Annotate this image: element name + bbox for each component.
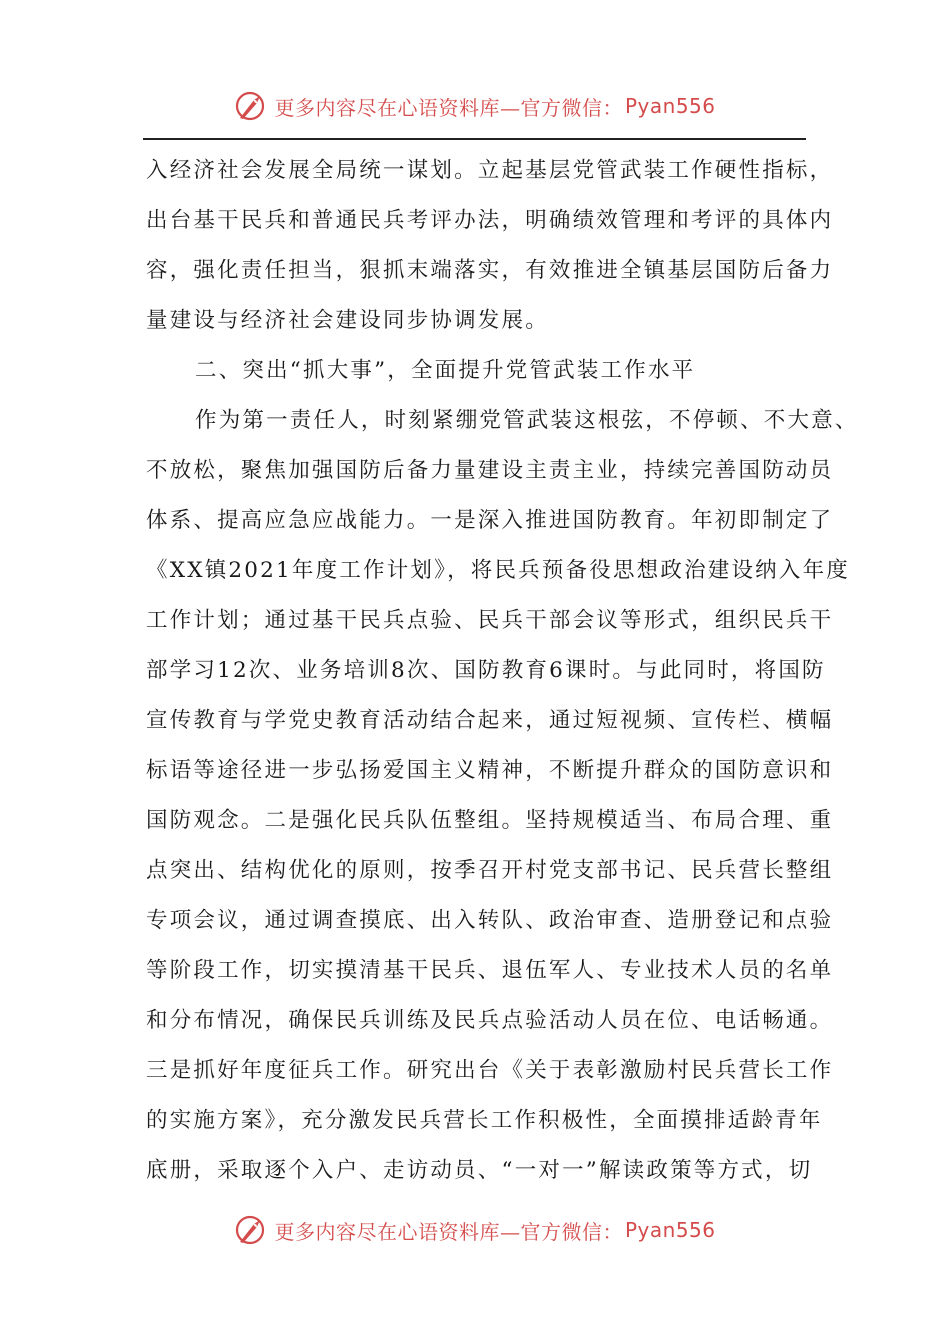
text-line: 国防观念。二是强化民兵队伍整组。坚持规模适当、布局合理、重 [146, 808, 834, 833]
header-banner-text: 更多内容尽在心语资料库—官方微信： [274, 95, 623, 120]
text-line: 专项会议，通过调查摸底、出入转队、政治审查、造册登记和点验 [146, 908, 834, 933]
text-line: 入经济社会发展全局统一谋划。立起基层党管武装工作硬性指标， [146, 158, 834, 183]
text-line: 和分布情况，确保民兵训练及民兵点验活动人员在位、电话畅通。 [146, 1008, 834, 1033]
text-line: 标语等途径进一步弘扬爱国主义精神，不断提升群众的国防意识和 [146, 758, 834, 783]
text-line: 的实施方案》，充分激发民兵营长工作积极性，全面摸排适龄青年 [146, 1108, 823, 1133]
text-line: 量建设与经济社会建设同步协调发展。 [146, 308, 549, 333]
text-line: 等阶段工作，切实摸清基干民兵、退伍军人、专业技术人员的名单 [146, 958, 834, 983]
text-line: 容，强化责任担当，狠抓末端落实，有效推进全镇基层国防后备力 [146, 258, 834, 283]
header-banner [0, 84, 950, 128]
footer-wechat-id: Pyan556 [624, 1218, 716, 1242]
text-line: 部学习12次、业务培训8次、国防教育6课时。与此同时，将国防 [146, 658, 826, 683]
document-body [146, 146, 859, 1196]
text-line: 底册，采取逐个入户、走访动员、“一对一”解读政策等方式，切 [146, 1158, 813, 1183]
footer-banner [0, 1208, 950, 1252]
pen-nib-logo-icon [234, 1213, 268, 1247]
text-line: 三是抓好年度征兵工作。研究出台《关于表彰激励村民兵营长工作 [146, 1058, 834, 1083]
text-line: 出台基干民兵和普通民兵考评办法，明确绩效管理和考评的具体内 [146, 208, 834, 233]
text-line: 不放松，聚焦加强国防后备力量建设主责主业，持续完善国防动员 [146, 458, 834, 483]
pen-nib-logo-icon [234, 89, 268, 123]
text-line: 工作计划；通过基干民兵点验、民兵干部会议等形式，组织民兵干 [146, 608, 834, 633]
text-line: 宣传教育与学党史教育活动结合起来，通过短视频、宣传栏、横幅 [146, 708, 834, 733]
text-line: 作为第一责任人，时刻紧绷党管武装这根弦，不停顿、不大意、 [195, 408, 859, 433]
text-line: 体系、提高应急应战能力。一是深入推进国防教育。年初即制定了 [146, 508, 834, 533]
text-line: 《XX镇2021年度工作计划》，将民兵预备役思想政治建设纳入年度 [146, 558, 850, 583]
text-line: 点突出、结构优化的原则，按季召开村党支部书记、民兵营长整组 [146, 858, 834, 883]
header-divider [143, 138, 806, 140]
header-wechat-id: Pyan556 [624, 94, 716, 118]
footer-banner-text: 更多内容尽在心语资料库—官方微信： [274, 1219, 623, 1244]
section-heading: 二、突出“抓大事”，全面提升党管武装工作水平 [195, 358, 696, 383]
